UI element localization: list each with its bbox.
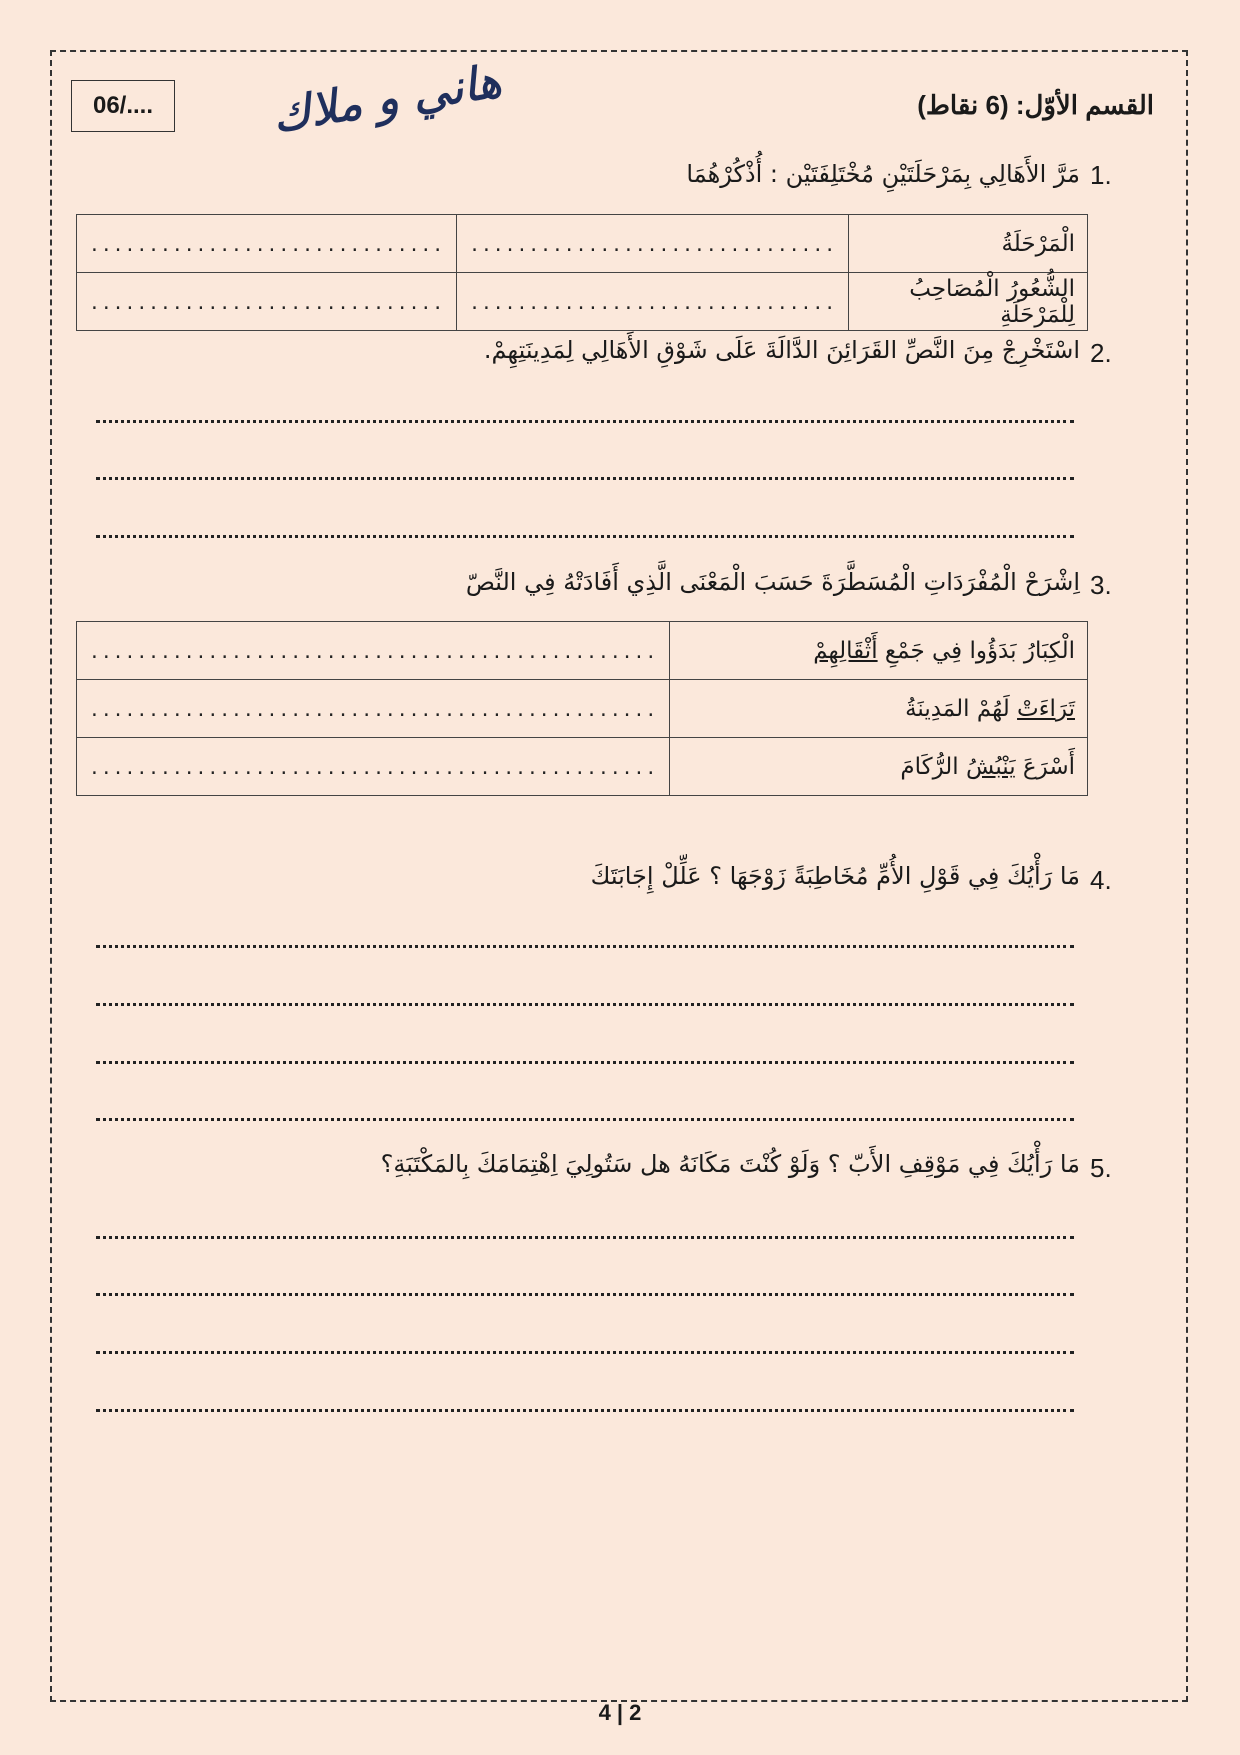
q1-row-label: الْمَرْحَلَةُ — [849, 215, 1088, 273]
q2-text: اسْتَخْرِجْ مِنَ النَّصِّ القَرَائِنَ الدَّالَةَ عَلَى شَوْقِ الأَهَالِي لِمَدِينَتِهِمْ. — [483, 336, 1080, 364]
q3-answer-field[interactable]: ................................................ — [77, 738, 670, 796]
q1-answer-field[interactable]: ............................... — [457, 273, 849, 331]
q1-row-label: الشُّعُورُ الْمُصَاحِبُ لِلْمَرْحَلَةِ — [849, 273, 1088, 331]
q1-table — [76, 214, 1088, 331]
q3-underlined-word: أَثْقَالِهِمْ — [813, 637, 878, 664]
page-number: 4 | 2 — [598, 1700, 642, 1725]
q5-answer-line[interactable] — [96, 1293, 1074, 1296]
q3-phrase: الْكِبَارُ بَدَؤُوا فِي جَمْعِ أَثْقَالِهِمْ — [670, 622, 1088, 680]
section-title: القسم الأوّل: (6 نقاط) — [917, 90, 1154, 120]
q1-answer-field[interactable]: .............................. — [77, 273, 457, 331]
q2-answer-line[interactable] — [96, 477, 1074, 480]
q1-number: 1. — [1090, 160, 1112, 190]
q5-number: 5. — [1090, 1153, 1112, 1183]
q3-row — [77, 622, 1088, 680]
q3-row — [77, 738, 1088, 796]
q4-answer-line[interactable] — [96, 1003, 1074, 1006]
q4-answer-line[interactable] — [96, 945, 1074, 948]
q3-phrase: أَسْرَعَ يَنْبُشُ الرُّكَامَ — [670, 738, 1088, 796]
q1-row — [77, 215, 1088, 273]
handwritten-signature — [238, 52, 538, 147]
q4-answer-line[interactable] — [96, 1118, 1074, 1121]
q1-text: مَرَّ الأَهَالِي بِمَرْحَلَتَيْنِ مُخْتَلِفَتَيْن : أُذْكُرْهُمَا — [686, 160, 1080, 188]
q2-answer-line[interactable] — [96, 420, 1074, 423]
q3-underlined-word: تَرَاءَتْ — [1017, 695, 1075, 722]
q2-number: 2. — [1090, 338, 1112, 368]
q1-answer-field[interactable]: ............................... — [457, 215, 849, 273]
q3-phrase: تَرَاءَتْ لَهُمْ المَدِينَةُ — [670, 680, 1088, 738]
q5-answer-line[interactable] — [96, 1351, 1074, 1354]
q3-number: 3. — [1090, 570, 1112, 600]
q3-text: اِشْرَحْ الْمُفْرَدَاتِ الْمُسَطَّرَةَ حَسَبَ الْمَعْنَى الَّذِي أَفَادَتْهُ فِي النَّصّ — [465, 568, 1080, 596]
q4-number: 4. — [1090, 865, 1112, 895]
q3-answer-field[interactable]: ................................................ — [77, 680, 670, 738]
svg-text:هاني و ملاك: هاني و ملاك — [268, 53, 505, 143]
q3-table — [76, 621, 1088, 796]
q5-text: مَا رَأْيُكَ فِي مَوْقِفِ الأَبّ ؟ وَلَوْ كُنْتَ مَكَانَهُ هل سَتُولِيَ اِهْتِمَامَكَ بِالمَكْتَبَةِ؟ — [380, 1150, 1080, 1178]
q4-text: مَا رَأْيُكَ فِي قَوْلِ الأُمِّ مُخَاطِبَةً زَوْجَهَا ؟ عَلِّلْ إِجَابَتَكَ — [590, 862, 1080, 890]
q1-row — [77, 273, 1088, 331]
q3-row — [77, 680, 1088, 738]
q1-answer-field[interactable]: .............................. — [77, 215, 457, 273]
q5-answer-line[interactable] — [96, 1409, 1074, 1412]
q4-answer-line[interactable] — [96, 1061, 1074, 1064]
q3-answer-field[interactable]: ................................................ — [77, 622, 670, 680]
score-text: 06/.... — [92, 92, 154, 119]
q3-underlined-word: يَنْبُشُ — [966, 753, 1016, 780]
q5-answer-line[interactable] — [96, 1236, 1074, 1239]
score-box — [71, 80, 175, 132]
q2-answer-line[interactable] — [96, 535, 1074, 538]
